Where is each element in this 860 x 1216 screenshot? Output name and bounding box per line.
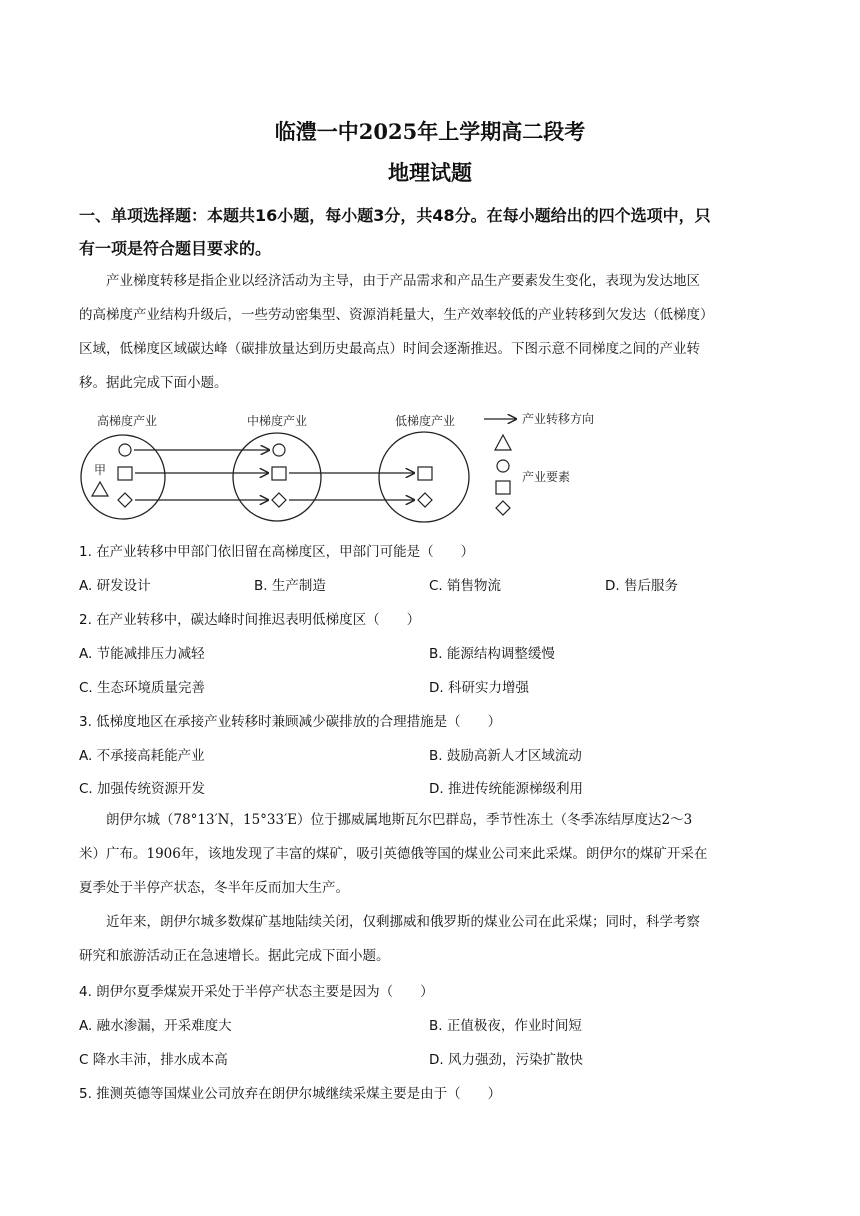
question-1-option-c[interactable]: C. 销售物流 xyxy=(429,578,502,594)
passage-2-line: 米）广布。1906年，该地发现了丰富的煤矿，吸引英德俄等国的煤业公司来此采煤。朗伊尔的煤矿开采在 xyxy=(79,846,708,862)
mid-gradient-label: 中梯度产业 xyxy=(246,414,308,428)
section-heading-line2: 有一项是符合题目要求的。 xyxy=(79,239,272,258)
mid-gradient-circle xyxy=(233,433,321,521)
page-title: 临澧一中2025年上学期高二段考 xyxy=(274,119,586,144)
element-circle-icon xyxy=(119,444,131,456)
question-4-option-b[interactable]: B. 正值极夜，作业时间短 xyxy=(429,1018,582,1034)
question-4-option-c[interactable]: C 降水丰沛，排水成本高 xyxy=(79,1052,228,1068)
passage-1-line: 区域，低梯度区域碳达峰（碳排放量达到历史最高点）时间会逐渐推迟。下图示意不同梯度之间的产业转 xyxy=(79,341,700,357)
high-gradient-label: 高梯度产业 xyxy=(96,414,158,428)
question-1-option-a[interactable]: A. 研发设计 xyxy=(79,578,151,594)
passage-2-line: 研究和旅游活动正在急速增长。据此完成下面小题。 xyxy=(79,948,390,964)
passage-2-line: 夏季处于半停产状态，冬半年反而加大生产。 xyxy=(79,880,349,896)
low-gradient-circle xyxy=(379,432,469,522)
low-gradient-label: 低梯度产业 xyxy=(394,414,456,428)
question-3-option-c[interactable]: C. 加强传统资源开发 xyxy=(79,781,206,797)
element-circle-icon xyxy=(273,444,285,456)
element-diamond-icon xyxy=(118,493,132,507)
element-square-icon xyxy=(118,467,132,480)
passage-1-line: 产业梯度转移是指企业以经济活动为主导，由于产品需求和产品生产要素发生变化，表现为发达地区 xyxy=(106,273,700,289)
element-diamond-icon xyxy=(272,493,286,507)
question-3-option-d[interactable]: D. 推进传统能源梯级利用 xyxy=(429,781,583,797)
industry-transfer-diagram xyxy=(79,405,619,530)
question-1-option-b[interactable]: B. 生产制造 xyxy=(254,578,326,594)
legend-circle-icon xyxy=(497,460,509,472)
passage-2 xyxy=(79,803,781,973)
legend-triangle-icon xyxy=(495,435,511,450)
question-4-stem: 4. 朗伊尔夏季煤炭开采处于半停产状态主要是因为（ ） xyxy=(79,984,434,1000)
page-subtitle: 地理试题 xyxy=(388,160,472,185)
passage-1-line: 移。据此完成下面小题。 xyxy=(79,375,228,391)
question-1-stem: 1. 在产业转移中甲部门依旧留在高梯度区，甲部门可能是（ ） xyxy=(79,544,475,560)
question-2-option-b[interactable]: B. 能源结构调整缓慢 xyxy=(429,646,555,662)
element-square-icon xyxy=(418,467,432,480)
passage-2-line: 朗伊尔城（78°13′N，15°33′E）位于挪威属地斯瓦尔巴群岛，季节性冻土（冬季冻结厚度达2～3 xyxy=(106,812,693,828)
jia-label: 甲 xyxy=(94,463,107,477)
element-triangle-icon xyxy=(92,482,108,496)
question-3-option-b[interactable]: B. 鼓励高新人才区域流动 xyxy=(429,748,582,764)
high-gradient-circle xyxy=(81,435,165,519)
element-square-icon xyxy=(272,467,286,480)
question-2-option-a[interactable]: A. 节能减排压力减轻 xyxy=(79,646,205,662)
question-3-stem: 3. 低梯度地区在承接产业转移时兼顾减少碳排放的合理措施是（ ） xyxy=(79,714,502,730)
question-4-option-a[interactable]: A. 融水渗漏，开采难度大 xyxy=(79,1018,232,1034)
legend-elements-label: 产业要素 xyxy=(522,470,571,484)
question-1-option-d[interactable]: D. 售后服务 xyxy=(605,578,678,594)
legend-square-icon xyxy=(496,481,510,494)
question-4-option-d[interactable]: D. 风力强劲，污染扩散快 xyxy=(429,1052,583,1068)
legend-arrow-label: 产业转移方向 xyxy=(522,412,595,426)
question-2-option-c[interactable]: C. 生态环境质量完善 xyxy=(79,680,206,696)
question-2-option-d[interactable]: D. 科研实力增强 xyxy=(429,680,529,696)
element-diamond-icon xyxy=(418,493,432,507)
passage-1-line: 的高梯度产业结构升级后，一些劳动密集型、资源消耗量大，生产效率较低的产业转移到欠发达（低梯度） xyxy=(79,307,714,323)
question-3-option-a[interactable]: A. 不承接高耗能产业 xyxy=(79,748,205,764)
question-5-stem: 5. 推测英德等国煤业公司放弃在朗伊尔城继续采煤主要是由于（ ） xyxy=(79,1086,502,1102)
passage-1 xyxy=(79,264,781,400)
section-heading-line1: 一、单项选择题：本题共16小题，每小题3分，共48分。在每小题给出的四个选项中，只 xyxy=(79,206,711,225)
passage-2-line: 近年来，朗伊尔城多数煤矿基地陆续关闭，仅剩挪威和俄罗斯的煤业公司在此采煤；同时，科学考察 xyxy=(106,914,700,930)
legend-diamond-icon xyxy=(496,501,510,515)
question-2-stem: 2. 在产业转移中，碳达峰时间推迟表明低梯度区（ ） xyxy=(79,612,421,628)
